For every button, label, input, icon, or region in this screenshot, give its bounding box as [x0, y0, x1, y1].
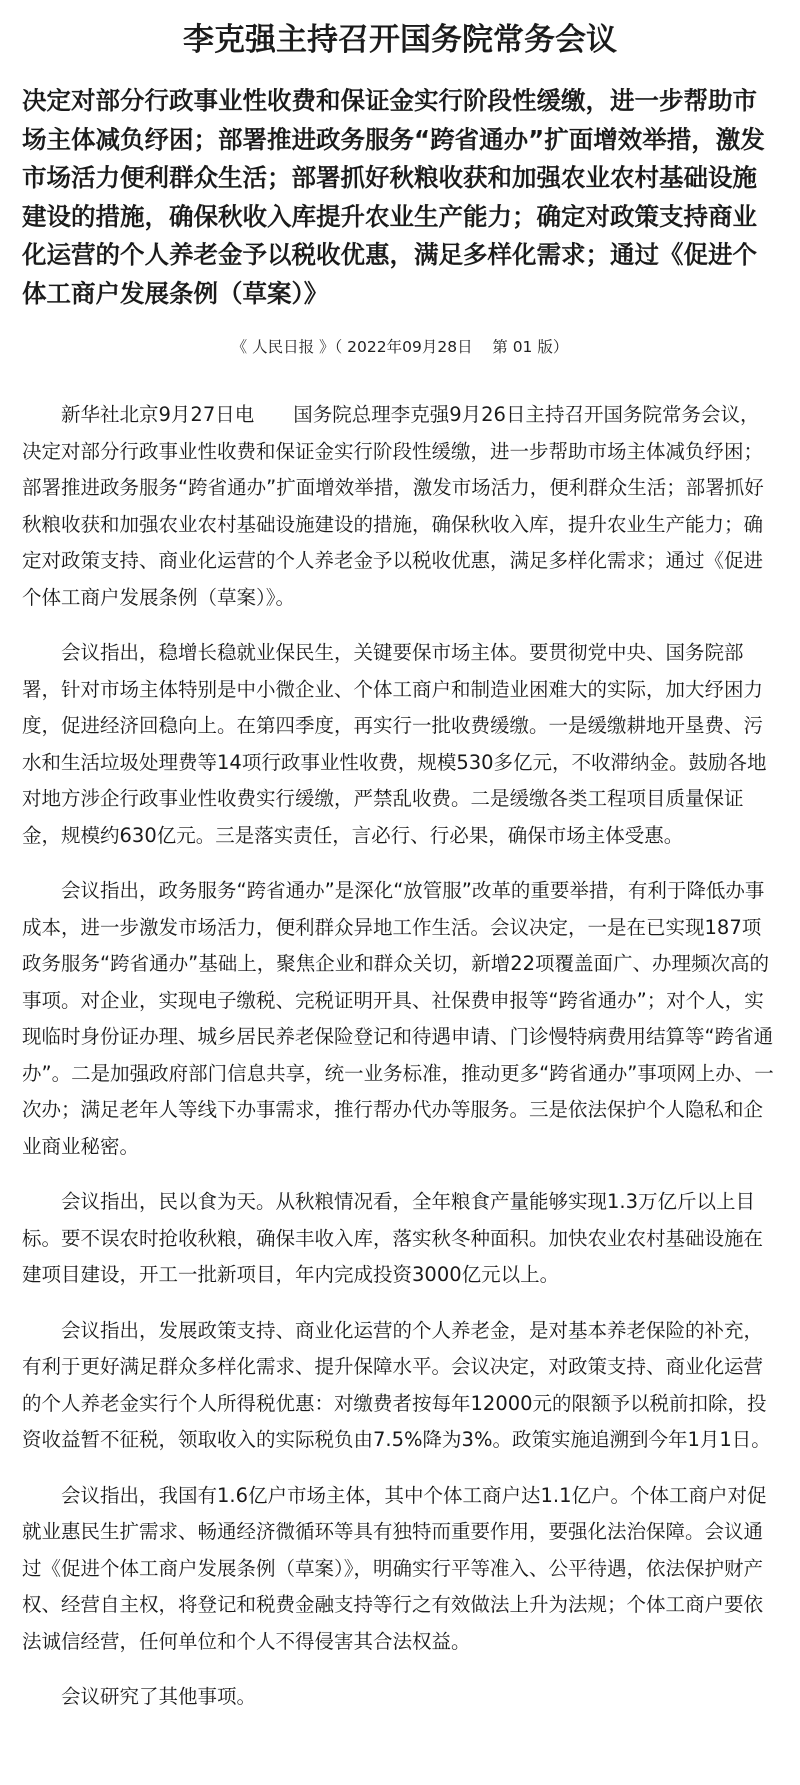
article-body — [18, 397, 782, 1716]
article-paragraph-2: 会议指出，稳增长稳就业保民生，关键要保市场主体。要贯彻党中央、国务院部署，针对市场主体特别是中小微企业、个体工商户和制造业困难大的实际，加大纾困力度，促进经济回稳向上。在第四季度，再实行一批收费缓缴。一是缓缴耕地开垦费、污水和生活垃圾处理费等14项行政事业性收费，规模530多亿元，不收滞纳金。鼓励各地对地方涉企行政事业性收费实行缓缴，严禁乱收费。二是缓缴各类工程项目质量保证金，规模约630亿元。三是落实责任，言必行、行必果，确保市场主体受惠。 — [22, 641, 767, 847]
article-paragraph-1: 新华社北京9月27日电 国务院总理李克强9月26日主持召开国务院常务会议，决定对部分行政事业性收费和保证金实行阶段性缓缴，进一步帮助市场主体减负纾困；部署推进政务服务“跨省通办”扩面增效举措，激发市场活力，便利群众生活；部署抓好秋粮收获和加强农业农村基础设施建设的措施，确保秋收入库，提升农业生产能力；确定对政策支持、商业化运营的个人养老金予以税收优惠，满足多样化需求；通过《促进个体工商户发展条例（草案）》。 — [22, 403, 764, 609]
article-paragraph-6: 会议指出，我国有1.6亿户市场主体，其中个体工商户达1.1亿户。个体工商户对促就业惠民生扩需求、畅通经济微循环等具有独特而重要作用，要强化法治保障。会议通过《促进个体工商户发展条例（草案）》，明确实行平等准入、公平待遇，依法保护财产权、经营自主权，将登记和税费金融支持等行之有效做法上升为法规；个体工商户要依法诚信经营，任何单位和个人不得侵害其合法权益。 — [22, 1483, 767, 1653]
article-subtitle: 决定对部分行政事业性收费和保证金实行阶段性缓缴，进一步帮助市场主体减负纾困；部署推进政务服务“跨省通办”扩面增效举措，激发市场活力便利群众生活；部署抓好秋粮收获和加强农业农村基础设施建设的措施，确保秋收入库提升农业生产能力；确定对政策支持商业化运营的个人养老金予以税收优惠，满足多样化需求；通过《促进个体工商户发展条例（草案）》 — [22, 86, 765, 308]
article-paragraph-5: 会议指出，发展政策支持、商业化运营的个人养老金，是对基本养老保险的补充，有利于更好满足群众多样化需求、提升保障水平。会议决定，对政策支持、商业化运营的个人养老金实行个人所得税优惠：对缴费者按每年12000元的限额予以税前扣除，投资收益暂不征税，领取收入的实际税负由7.5%降为3%。政策实施追溯到今年1月1日。 — [22, 1318, 771, 1451]
article-title: 李克强主持召开国务院常务会议 — [183, 22, 617, 58]
article-paragraph-7: 会议研究了其他事项。 — [61, 1685, 257, 1708]
article-paragraph-3: 会议指出，政务服务“跨省通办”是深化“放管服”改革的重要举措，有利于降低办事成本，进一步激发市场活力，便利群众异地工作生活。会议决定，一是在已实现187项政务服务“跨省通办”基础上，聚焦企业和群众关切，新增22项覆盖面广、办理频次高的事项。对企业，实现电子缴税、完税证明开具、社保费申报等“跨省通办”；对个人，实现临时身份证办理、城乡居民养老保险登记和待遇申请、门诊慢特病费用结算等“跨省通办”。二是加强政府部门信息共享，统一业务标准，推动更多“跨省通办”事项网上办、一次办；满足老年人等线下办事需求，推行帮办代办等服务。三是依法保护个人隐私和企业商业秘密。 — [22, 879, 774, 1158]
source-line: 《 人民日报 》（ 2022年09月28日 第 01 版） — [231, 338, 569, 356]
article-paragraph-4: 会议指出，民以食为天。从秋粮情况看，全年粮食产量能够实现1.3万亿斤以上目标。要不误农时抢收秋粮，确保丰收入库，落实秋冬种面积。加快农业农村基础设施在建项目建设，开工一批新项目，年内完成投资3000亿元以上。 — [22, 1190, 764, 1286]
